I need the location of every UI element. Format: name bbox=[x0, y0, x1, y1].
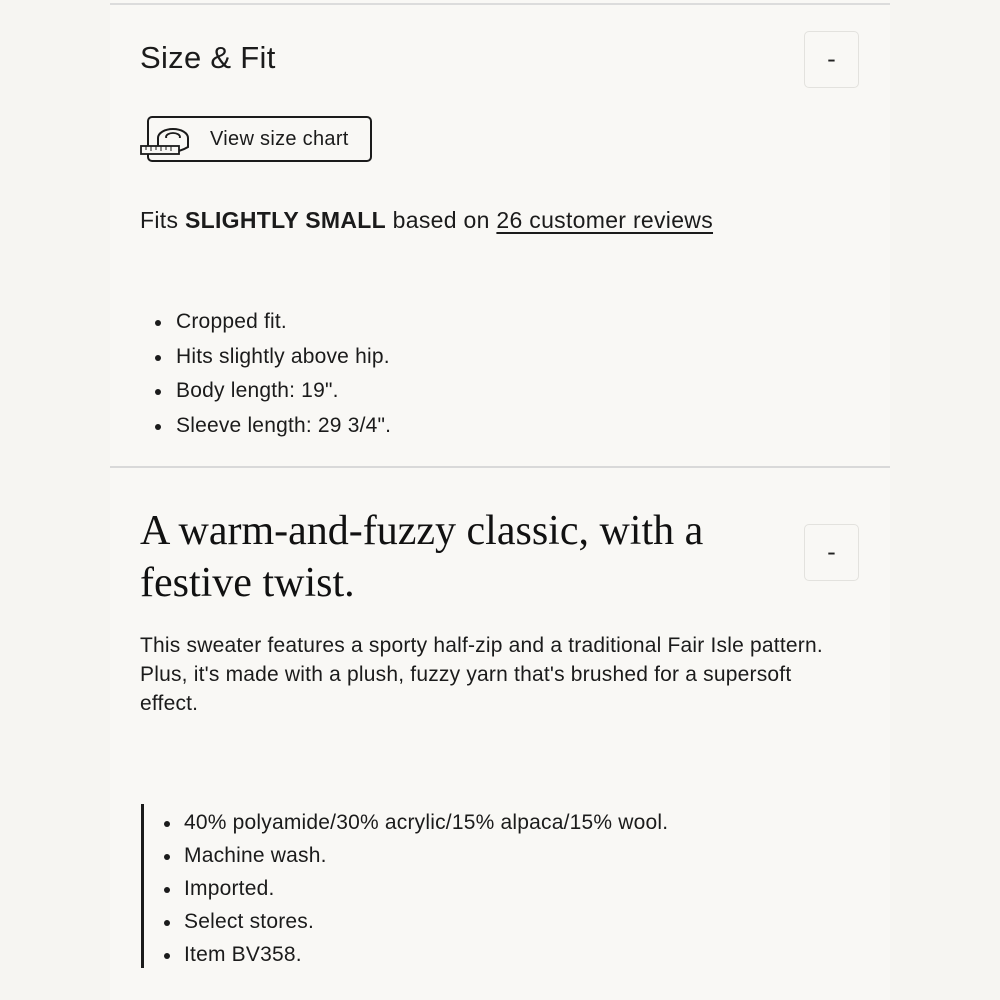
product-headline: A warm-and-fuzzy classic, with a festive twist. bbox=[140, 508, 704, 606]
size-fit-collapse-button[interactable]: - bbox=[804, 31, 859, 88]
fit-summary bbox=[140, 207, 713, 234]
product-description: This sweater features a sporty half-zip and a traditional Fair Isle pattern. Plus, it's made with a plush, fuzzy yarn that's brushed for a supersoft effect. bbox=[140, 634, 823, 715]
list-item: Sleeve length: 29 3/4". bbox=[150, 409, 391, 444]
product-details-collapse-button[interactable]: - bbox=[804, 524, 859, 581]
list-item: Item BV358. bbox=[158, 938, 668, 971]
fit-middle: based on bbox=[392, 207, 490, 233]
view-size-chart-label: View size chart bbox=[210, 128, 349, 150]
list-item: Select stores. bbox=[158, 905, 668, 938]
fit-details-list bbox=[150, 305, 391, 443]
list-item: Body length: 19". bbox=[150, 374, 391, 409]
size-fit-heading: Size & Fit bbox=[140, 40, 276, 75]
list-item: 40% polyamide/30% acrylic/15% alpaca/15% wool. bbox=[158, 806, 668, 839]
product-specs-list bbox=[158, 806, 668, 971]
tape-measure-icon bbox=[140, 124, 196, 158]
section-divider bbox=[110, 466, 890, 468]
list-item: Imported. bbox=[158, 872, 668, 905]
top-divider bbox=[110, 3, 890, 5]
list-item: Machine wash. bbox=[158, 839, 668, 872]
details-accent-bar bbox=[141, 804, 144, 968]
customer-reviews-link[interactable]: 26 customer reviews bbox=[496, 207, 714, 233]
list-item: Hits slightly above hip. bbox=[150, 340, 391, 375]
fit-value: SLIGHTLY SMALL bbox=[184, 207, 386, 233]
list-item: Cropped fit. bbox=[150, 305, 391, 340]
fit-prefix: Fits bbox=[140, 207, 179, 233]
view-size-chart-button[interactable] bbox=[147, 116, 372, 162]
